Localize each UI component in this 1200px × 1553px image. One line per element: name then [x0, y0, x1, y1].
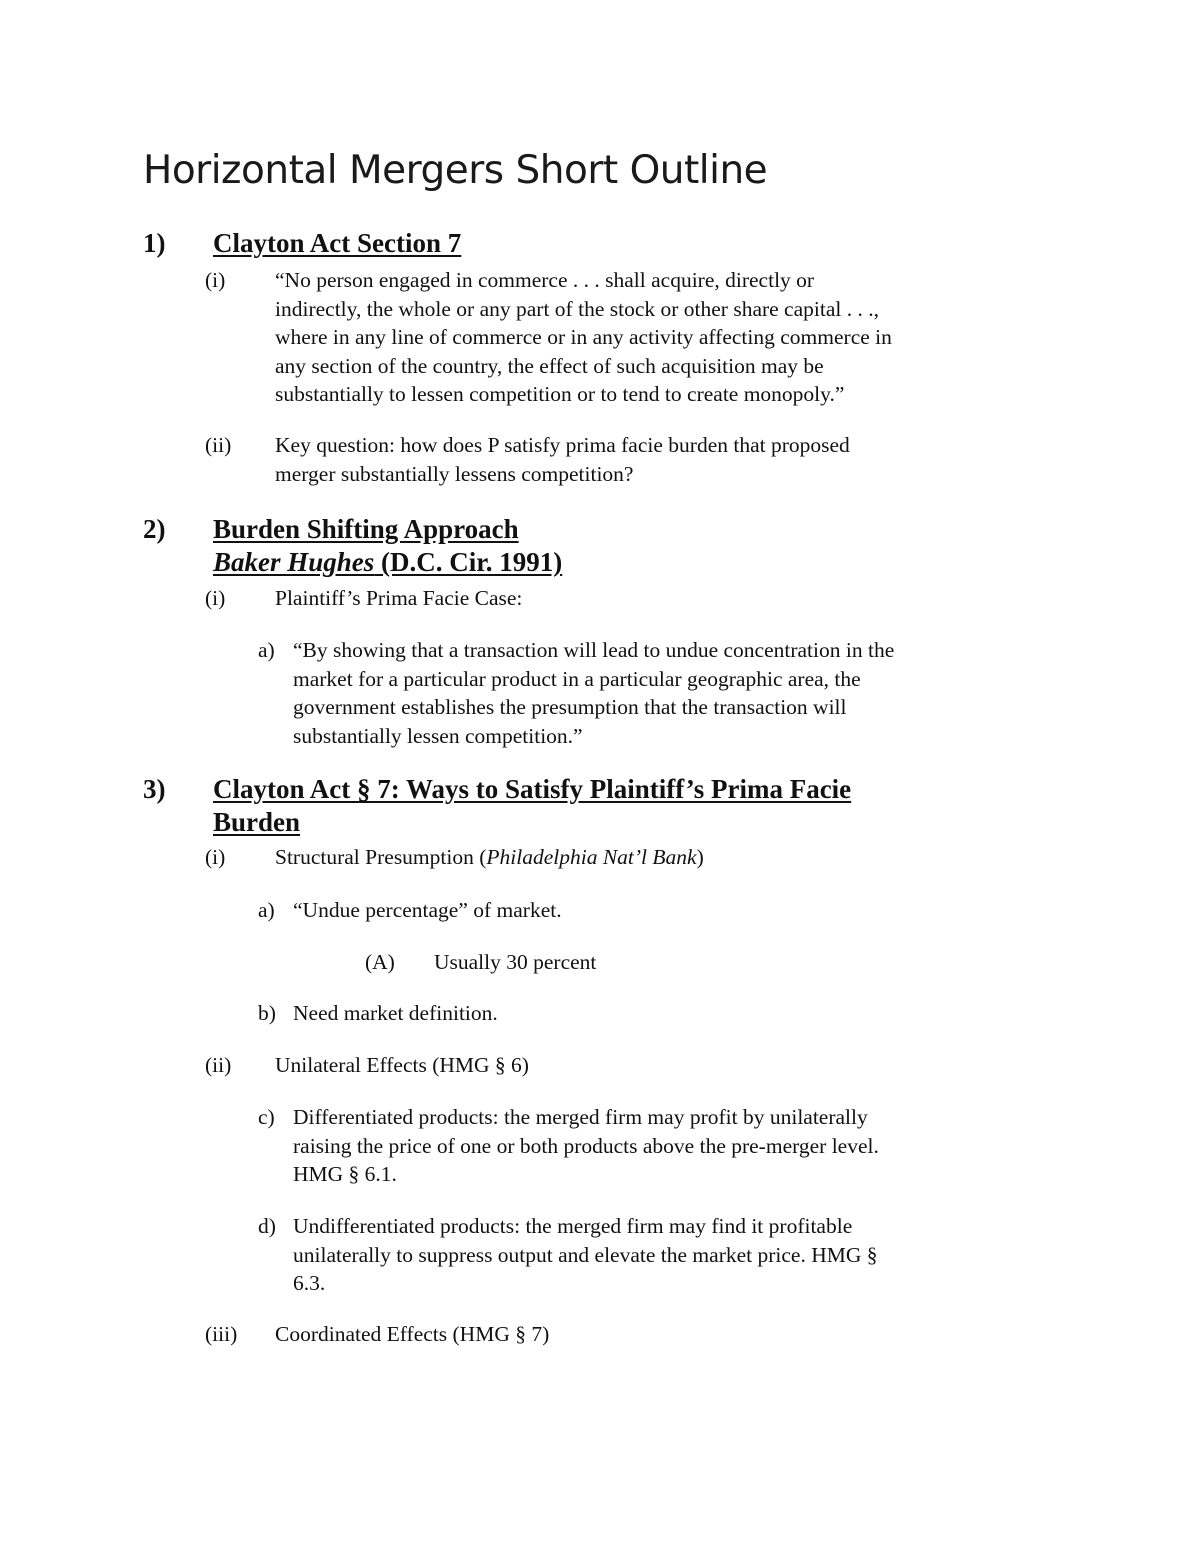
item-text: merger substantially lessens competition? — [275, 461, 634, 486]
section-number: 2) — [143, 514, 166, 544]
quote-line: government establishes the presumption that the transaction will — [293, 695, 847, 719]
quote-line: “By showing that a transaction will lead to undue concentration in the — [293, 638, 895, 662]
sub-text: 6.3. — [293, 1271, 326, 1295]
sub-text: Need market definition. — [293, 1001, 498, 1025]
item-marker: (ii) — [205, 1053, 232, 1077]
quote-line: any section of the country, the effect of such acquisition may be — [275, 353, 824, 378]
section-number: 1) — [143, 228, 166, 258]
section-heading-continued: Burden — [213, 807, 301, 837]
item-marker: (i) — [205, 845, 226, 869]
sub-marker: c) — [258, 1105, 275, 1129]
sub-text: “Undue percentage” of market. — [293, 898, 562, 922]
case-name: Baker Hughes — [213, 547, 375, 577]
sub-text: raising the price of one or both products above the pre-merger level. — [293, 1133, 879, 1158]
sub-marker: a) — [258, 898, 275, 922]
item-text-start: Structural Presumption ( — [275, 845, 487, 869]
quote-line: indirectly, the whole or any part of the stock or other share capital . . ., — [275, 296, 879, 321]
item-text — [275, 843, 704, 872]
case-cite: (D.C. Cir. 1991) — [374, 547, 563, 577]
item-marker: (i) — [205, 268, 226, 292]
item-marker: (i) — [205, 586, 226, 610]
item-text: Coordinated Effects (HMG § 7) — [275, 1322, 550, 1346]
sub-text: Undifferentiated products: the merged firm may find it profitable — [293, 1214, 853, 1238]
quote-line: substantially lessen competition.” — [293, 723, 583, 748]
sub-text: HMG § 6.1. — [293, 1162, 397, 1186]
sub-marker: d) — [258, 1214, 276, 1238]
item-marker: (ii) — [205, 433, 232, 457]
sub-sub-text: Usually 30 percent — [434, 950, 597, 974]
item-text: Key question: how does P satisfy prima facie burden that proposed — [275, 433, 850, 457]
section-heading: Burden Shifting Approach — [213, 514, 519, 544]
sub-text: unilaterally to suppress output and elevate the market price. HMG § — [293, 1242, 878, 1267]
section-heading: Clayton Act § 7: Ways to Satisfy Plaintiff’s Prima Facie — [213, 774, 852, 804]
quote-line: market for a particular product in a particular geographic area, the — [293, 666, 861, 691]
quote-line: where in any line of commerce or in any activity affecting commerce in — [275, 325, 892, 349]
section-number: 3) — [143, 774, 166, 804]
case-citation — [213, 547, 562, 578]
page-title: Horizontal Mergers Short Outline — [143, 148, 768, 193]
case-name: Philadelphia Nat’l Bank — [486, 845, 697, 869]
item-text: Unilateral Effects (HMG § 6) — [275, 1053, 529, 1077]
quote-line: substantially to lessen competition or to tend to create monopoly.” — [275, 382, 845, 406]
section-heading: Clayton Act Section 7 — [213, 228, 462, 258]
sub-marker: a) — [258, 638, 275, 662]
item-text-end: ) — [696, 845, 704, 869]
sub-text: Differentiated products: the merged firm may profit by unilaterally — [293, 1105, 868, 1129]
sub-marker: b) — [258, 1001, 276, 1025]
item-text: Plaintiff’s Prima Facie Case: — [275, 586, 523, 610]
quote-line: “No person engaged in commerce . . . shall acquire, directly or — [275, 268, 815, 292]
sub-sub-marker: (A) — [365, 950, 395, 974]
item-marker: (iii) — [205, 1322, 238, 1346]
